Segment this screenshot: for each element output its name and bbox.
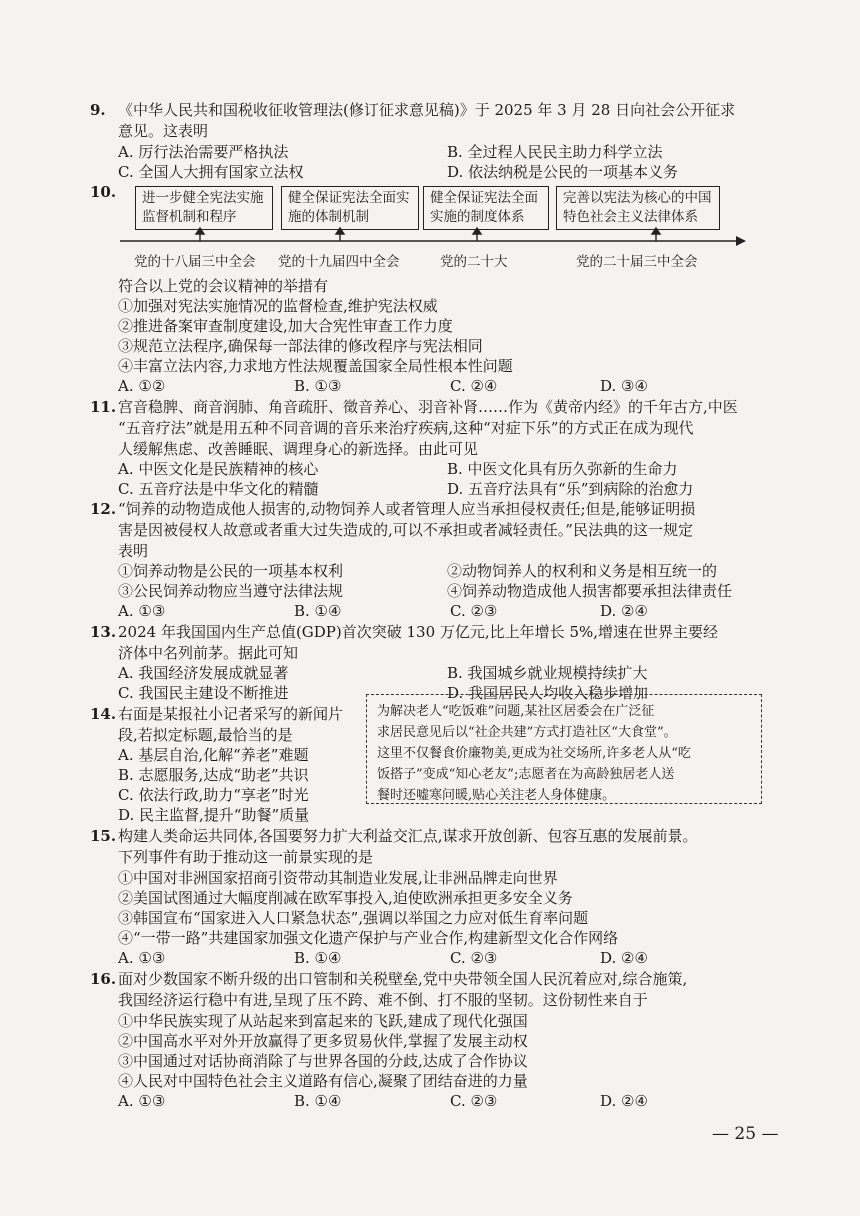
q13-option-b: B. 我国城乡就业规模持续扩大	[447, 664, 648, 682]
q15-option-a: A. ①③	[118, 949, 166, 967]
q9-option-a: A. 厉行法治需要严格执法	[118, 143, 289, 161]
q9-option-d: D. 依法纳税是公民的一项基本义务	[447, 163, 679, 181]
q13-option-d: D. 我国居民人均收入稳步增加	[447, 684, 649, 702]
q16-option-d: D. ②④	[600, 1092, 648, 1110]
q15-option-d: D. ②④	[600, 949, 648, 967]
q12-statement-3: ③公民饲养动物应当遵守法律法规	[118, 582, 344, 600]
q10-statement-2: ②推进备案审查制度建设,加大合宪性审查工作力度	[118, 317, 453, 335]
q14-stem-line1: 右面是某报社小记者采写的新闻片	[118, 705, 344, 723]
news-line-5: 餐时还嘘寒问暖,贴心关注老人身体健康。	[377, 788, 616, 803]
q15-statement-2: ②美国试图通过大幅度削减在欧军事投入,迫使欧洲承担更多安全义务	[118, 889, 573, 907]
q16-statement-1: ①中华民族实现了从站起来到富起来的飞跃,建成了现代化强国	[118, 1012, 528, 1030]
q15-stem-line2: 下列事件有助于推动这一前景实现的是	[118, 848, 374, 866]
news-line-3: 这里不仅餐食价廉物美,更成为社交场所,许多老人从“吃	[377, 746, 691, 761]
q10-statement-3: ③规范立法程序,确保每一部法律的修改程序与宪法相同	[118, 337, 483, 355]
q12-stem-line3: 表明	[118, 542, 149, 560]
q15-option-c: C. ②③	[450, 949, 498, 967]
q15-number: 15.	[90, 827, 117, 845]
q9-number: 9.	[90, 101, 106, 119]
q14-option-a: A. 基层自治,化解“养老”难题	[118, 746, 309, 764]
q14-option-d: D. 民主监督,提升“助餐”质量	[118, 806, 310, 824]
q15-stem-line1: 构建人类命运共同体,各国要努力扩大利益交汇点,谋求开放创新、包容互惠的发展前景。	[118, 827, 698, 845]
q16-option-b: B. ①④	[294, 1092, 342, 1110]
q11-stem-line2: “五音疗法”就是用五种不同音调的音乐来治疗疾病,这种“对症下乐”的方式正在成为现代	[118, 419, 694, 437]
q16-statement-3: ③中国通过对话协商消除了与世界各国的分歧,达成了合作协议	[118, 1052, 528, 1070]
q15-option-b: B. ①④	[294, 949, 342, 967]
q16-option-c: C. ②③	[450, 1092, 498, 1110]
q16-number: 16.	[90, 970, 117, 988]
q13-stem-line1: 2024 年我国国内生产总值(GDP)首次突破 130 万亿元,比上年增长 5%,增速在世界主要经	[118, 623, 719, 641]
q9-stem-line1: 《中华人民共和国税收征收管理法(修订征求意见稿)》于 2025 年 3 月 28 日向社会公开征求	[118, 101, 736, 119]
q14-option-b: B. 志愿服务,达成“助老”共识	[118, 766, 309, 784]
q10-stem: 符合以上党的会议精神的举措有	[118, 277, 329, 295]
page-number: — 25 —	[712, 1124, 779, 1144]
q10-statement-1: ①加强对宪法实施情况的监督检查,维护宪法权威	[118, 297, 438, 315]
q12-statement-4: ④饲养动物造成他人损害都要承担法律责任	[447, 582, 733, 600]
q9-stem-line2: 意见。这表明	[118, 122, 209, 140]
q10-option-b: B. ①③	[294, 377, 342, 395]
timeline-label-3: 党的二十大	[440, 254, 508, 270]
q15-statement-1: ①中国对非洲国家招商引资带动其制造业发展,让非洲品牌走向世界	[118, 869, 558, 887]
q11-option-d: D. 五音疗法具有“乐”到病除的治愈力	[447, 480, 694, 498]
q9-option-b: B. 全过程人民民主助力科学立法	[447, 143, 663, 161]
q12-option-c: C. ②③	[450, 602, 498, 620]
q12-statement-1: ①饲养动物是公民的一项基本权利	[118, 562, 344, 580]
q12-stem-line1: “饲养的动物造成他人损害的,动物饲养人或者管理人应当承担侵权责任;但是,能够证明损	[118, 500, 696, 518]
q10-number: 10.	[90, 183, 117, 201]
q12-option-a: A. ①③	[118, 602, 166, 620]
q10-option-c: C. ②④	[450, 377, 498, 395]
q11-option-a: A. 中医文化是民族精神的核心	[118, 460, 319, 478]
q9-option-c: C. 全国人大拥有国家立法权	[118, 163, 304, 181]
q11-option-b: B. 中医文化具有历久弥新的生命力	[447, 460, 678, 478]
q13-number: 13.	[90, 623, 117, 641]
news-line-1: 为解决老人“吃饭难”问题,某社区居委会在广泛征	[377, 704, 655, 719]
news-line-4: 饭搭子”变成“知心老友”;志愿者在为高龄独居老人送	[377, 767, 675, 782]
q13-option-a: A. 我国经济发展成就显著	[118, 664, 289, 682]
q12-option-d: D. ②④	[600, 602, 648, 620]
q11-stem-line3: 人缓解焦虑、改善睡眠、调理身心的新选择。由此可见	[118, 440, 479, 458]
q14-option-c: C. 依法行政,助力“享老”时光	[118, 786, 309, 804]
q13-option-c: C. 我国民主建设不断推进	[118, 684, 289, 702]
timeline-box-1: 进一步健全宪法实施监督机制和程序	[135, 186, 273, 230]
timeline-axis	[0, 0, 860, 300]
q12-statement-2: ②动物饲养人的权利和义务是相互统一的	[447, 562, 718, 580]
timeline-box-4: 完善以宪法为核心的中国特色社会主义法律体系	[556, 186, 720, 230]
timeline-box-3: 健全保证宪法全面实施的制度体系	[423, 186, 549, 230]
q16-statement-4: ④人民对中国特色社会主义道路有信心,凝聚了团结奋进的力量	[118, 1072, 528, 1090]
q11-stem-line1: 宫音稳脾、商音润肺、角音疏肝、徵音养心、羽音补肾……作为《黄帝内经》的千年古方,中医	[118, 398, 738, 416]
q12-option-b: B. ①④	[294, 602, 342, 620]
q13-stem-line2: 济体中名列前茅。据此可知	[118, 644, 299, 662]
q15-statement-4: ④“一带一路”共建国家加强文化遗产保护与产业合作,构建新型文化合作网络	[118, 929, 619, 947]
q11-number: 11.	[90, 398, 117, 416]
q16-stem-line2: 我国经济运行稳中有进,呈现了压不跨、难不倒、打不服的坚韧。这份韧性来自于	[118, 991, 648, 1009]
timeline-box-2: 健全保证宪法全面实施的体制机制	[281, 186, 419, 230]
q15-statement-3: ③韩国宣布“国家进入人口紧急状态”,强调以举国之力应对低生育率问题	[118, 909, 589, 927]
q12-stem-line2: 害是因被侵权人故意或者重大过失造成的,可以不承担或者减轻责任。”民法典的这一规定	[118, 521, 693, 539]
news-excerpt-box	[366, 694, 762, 804]
q14-number: 14.	[90, 705, 117, 723]
q10-option-a: A. ①②	[118, 377, 166, 395]
q14-stem-line2: 段,若拟定标题,最恰当的是	[118, 726, 293, 744]
q16-stem-line1: 面对少数国家不断升级的出口管制和关税壁垒,党中央带领全国人民沉着应对,综合施策,	[118, 970, 688, 988]
timeline-label-2: 党的十九届四中全会	[278, 254, 400, 270]
q16-statement-2: ②中国高水平对外开放赢得了更多贸易伙伴,掌握了发展主动权	[118, 1032, 528, 1050]
news-line-2: 求居民意见后以“社企共建”方式打造社区“大食堂”。	[377, 725, 677, 740]
timeline-label-1: 党的十八届三中全会	[134, 254, 256, 270]
timeline-label-4: 党的二十届三中全会	[576, 254, 698, 270]
q12-number: 12.	[90, 500, 117, 518]
q10-option-d: D. ③④	[600, 377, 648, 395]
q10-statement-4: ④丰富立法内容,力求地方性法规覆盖国家全局性根本性问题	[118, 357, 513, 375]
q11-option-c: C. 五音疗法是中华文化的精髓	[118, 480, 319, 498]
q16-option-a: A. ①③	[118, 1092, 166, 1110]
